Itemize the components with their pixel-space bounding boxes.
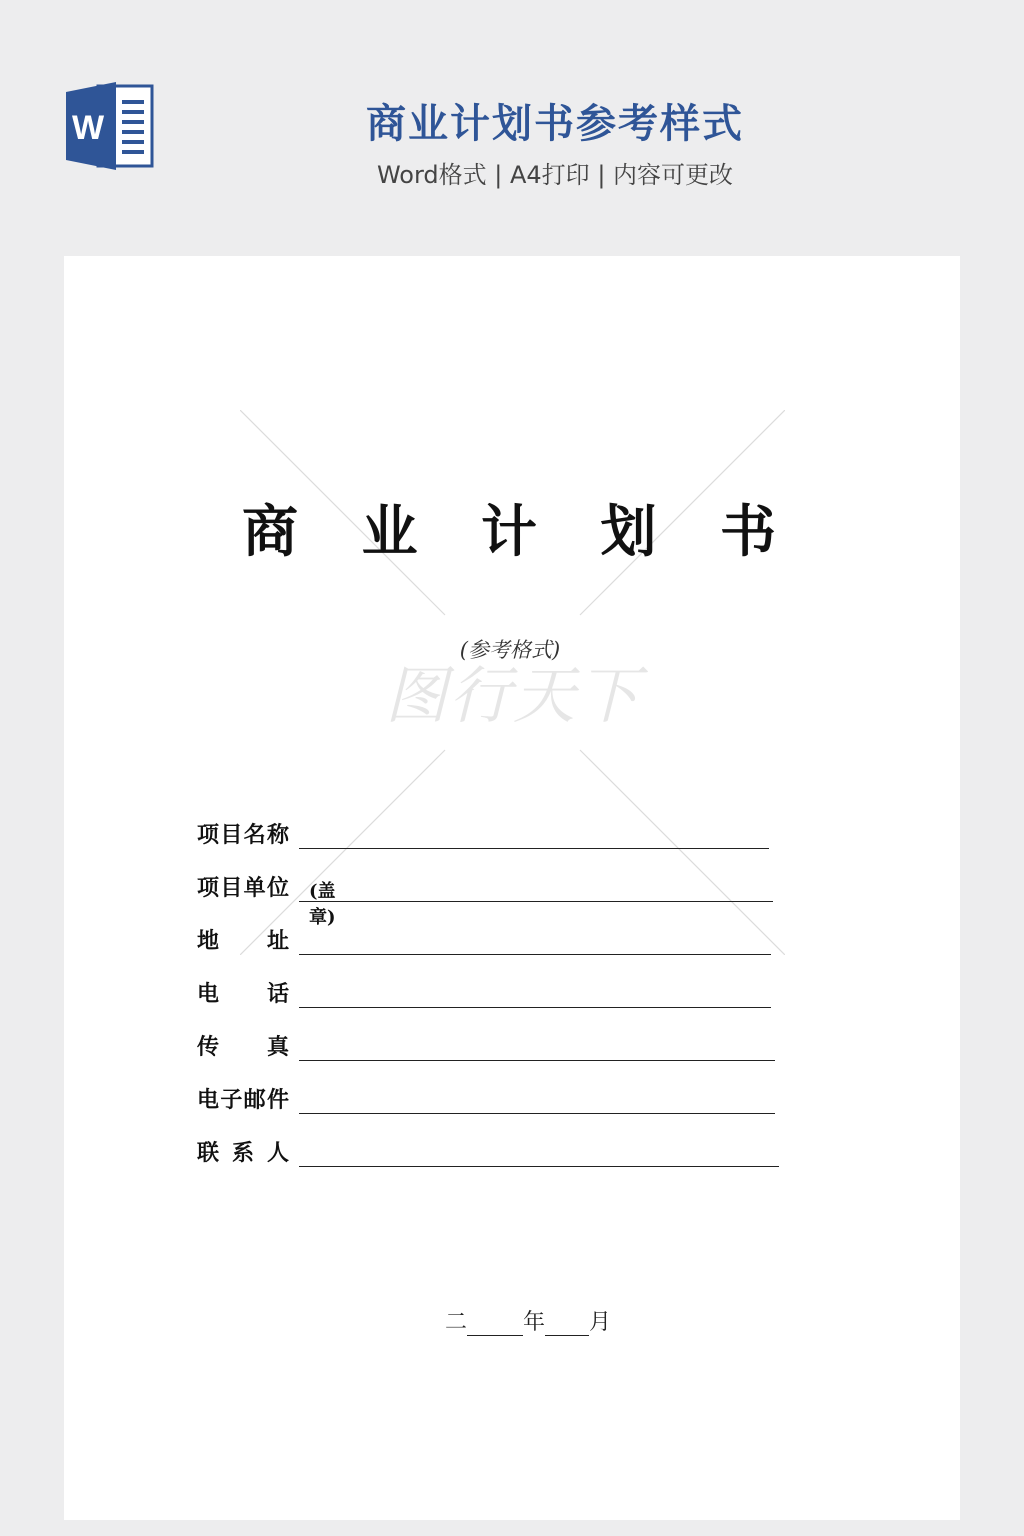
field-label-char: 位 (266, 875, 289, 901)
field-input-line[interactable] (299, 1060, 775, 1061)
field-input-line[interactable] (299, 1166, 779, 1167)
field-label-char: 人 (266, 1140, 289, 1166)
field-label-char: 电 (197, 1087, 220, 1113)
year-blank[interactable] (467, 1310, 523, 1336)
field-label-char: 地 (197, 928, 220, 954)
field-label-char: 电 (197, 981, 220, 1007)
page-header (0, 0, 1024, 240)
field-label-char: 子 (220, 1087, 243, 1113)
field-label (197, 1136, 289, 1167)
field-label-char: 真 (266, 1034, 289, 1060)
field-note: (盖章) (309, 881, 336, 928)
field-label-char: 名 (243, 822, 266, 848)
field-input-line[interactable] (299, 1113, 775, 1114)
field-label-char: 单 (243, 875, 266, 901)
field-label-char: 件 (266, 1087, 289, 1113)
field-label (197, 1083, 289, 1114)
date-prefix: 二 (445, 1310, 468, 1335)
field-label-char: 邮 (243, 1087, 266, 1113)
header-title: 商业计划书参考样式 (366, 101, 744, 147)
document-title: 商 业 计 划 书 (242, 499, 798, 565)
field-label-char: 称 (266, 822, 289, 848)
date-line (445, 1305, 611, 1335)
header-subtitle: Word格式 | A4打印 | 内容可更改 (376, 161, 734, 189)
field-label-char: 传 (197, 1034, 220, 1060)
field-label-char: 目 (220, 875, 243, 901)
field-label-char: 系 (231, 1140, 254, 1166)
field-input-line[interactable] (299, 1007, 771, 1008)
field-label-char: 话 (266, 981, 289, 1007)
field-label-char: 目 (220, 822, 243, 848)
field-label-char: 项 (197, 875, 220, 901)
document-subtitle: (参考格式) (459, 638, 561, 662)
field-input-line[interactable] (299, 848, 769, 849)
watermark-text: 图行天下 (385, 659, 642, 732)
year-label: 年 (523, 1310, 546, 1335)
month-blank[interactable] (545, 1310, 589, 1336)
field-label-char: 项 (197, 822, 220, 848)
field-input-line[interactable] (299, 954, 771, 955)
field-label-char: 址 (266, 928, 289, 954)
field-label-char: 联 (197, 1140, 220, 1166)
field-label (197, 1030, 289, 1061)
month-label: 月 (589, 1310, 612, 1335)
field-label (197, 818, 289, 849)
word-doc-icon (64, 80, 156, 172)
field-input-line[interactable] (299, 901, 773, 902)
field-label (197, 924, 289, 955)
word-icon-letter: W (71, 109, 105, 147)
field-label (197, 871, 289, 902)
field-label (197, 977, 289, 1008)
